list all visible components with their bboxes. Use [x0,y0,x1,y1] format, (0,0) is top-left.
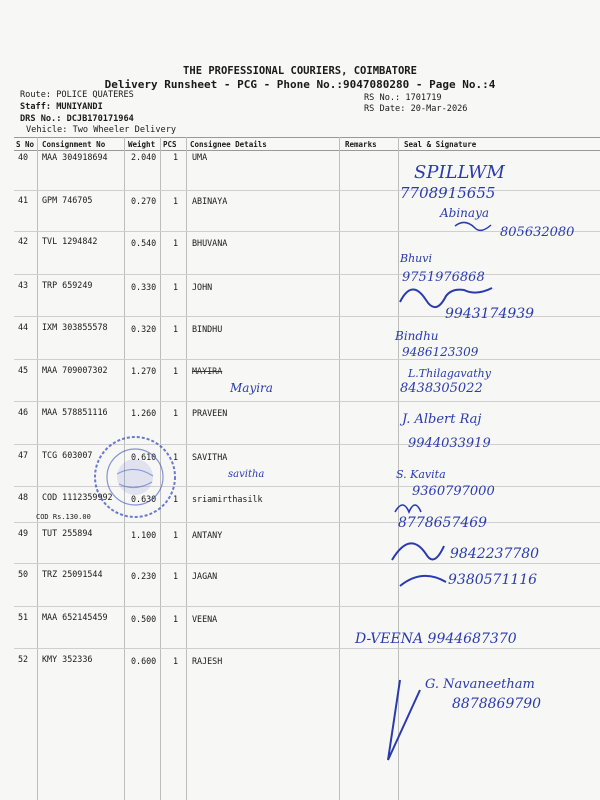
sig-52-phone: 8878869790 [452,696,542,712]
sig-43-phone: 9943174939 [445,306,535,322]
row-sno: 46 [18,407,29,417]
col-sno: S No [16,140,35,149]
row-pcs: 1 [173,494,179,504]
row-pcs: 1 [173,530,179,540]
row-consignment: TUT 255894 [42,528,93,538]
sig-40-phone: 7708915655 [400,184,496,202]
row-consignee: ABINAYA [192,196,228,206]
sig-49-phone: 9842237780 [450,546,540,562]
row-consignment: MAA 304918694 [42,152,108,162]
sig-51: D-VEENA 9944687370 [355,631,517,647]
sig-42-phone: 9751976868 [402,270,485,285]
row-consignment: IXM 303855578 [42,322,108,332]
row-consignee: sriamirthasilk [192,494,263,504]
row-sno: 48 [18,492,29,502]
drs-number: DRS No.: DCJB170171964 [20,114,134,124]
row-sno: 45 [18,365,29,375]
row-pcs: 1 [173,366,179,376]
col-weight: Weight [128,140,156,149]
row-consignee: ANTANY [192,530,223,540]
sig-40-name: SPILLWM [414,162,505,183]
row-sno: 51 [18,612,29,622]
row-pcs: 1 [173,571,179,581]
row-consignee: VEENA [192,614,218,624]
sig-47-name: S. Kavita [396,468,446,481]
row-consignee: BHUVANA [192,238,228,248]
row-sno: 40 [18,152,29,162]
row-weight: 0.270 [131,196,157,206]
row-consignee: BINDHU [192,324,223,334]
row-sno: 41 [18,195,29,205]
sig-48-phone: 8778657469 [398,515,488,531]
sig-42-name: Bhuvi [400,252,432,265]
row-consignee: MAYIRA [192,366,223,376]
row-consignee: JAGAN [192,571,218,581]
row-weight: 0.600 [131,656,157,666]
sig-52-name: G. Navaneetham [425,677,535,692]
sig-44-name: Bindhu [395,329,439,343]
sig-47-consignee-hand: savitha [228,469,265,480]
row-consignment: TRP 659249 [42,280,93,290]
sig-45-phone: 8438305022 [400,381,483,396]
sig-41-phone: 805632080 [500,225,575,240]
col-remarks: Remarks [345,140,377,149]
col-pcs: PCS [163,140,177,149]
row-pcs: 1 [173,282,179,292]
row-consignment: TRZ 25091544 [42,569,103,579]
row-weight: 0.500 [131,614,157,624]
sig-44-phone: 9486123309 [402,345,479,359]
row-weight: 0.320 [131,324,157,334]
sig-41-name: Abinaya [440,206,490,220]
row-consignment: TCG 603007 [42,450,93,460]
row-consignee: UMA [192,152,208,162]
row-weight: 1.270 [131,366,157,376]
row-weight: 2.040 [131,152,157,162]
row-pcs: 1 [173,324,179,334]
row-consignment: MAA 652145459 [42,612,108,622]
route-label: Route: POLICE QUATERES [20,90,134,100]
staff-label: Staff: MUNIYANDI [20,102,103,112]
row-weight: 0.630 [131,494,157,504]
sig-50-phone: 9380571116 [448,572,538,588]
row-sno: 50 [18,569,29,579]
row-sno: 43 [18,280,29,290]
row-pcs: 1 [173,614,179,624]
row-sno: 52 [18,654,29,664]
col-seal: Seal & Signature [404,140,477,149]
sig-45-consignee-hand: Mayira [230,381,273,395]
rs-number: RS No.: 1701719 [364,93,442,103]
row-pcs: 1 [173,152,179,162]
row-consignment: COD 1112359992 [42,492,113,502]
row-weight: 0.330 [131,282,157,292]
sig-46-phone: 9944033919 [408,436,491,451]
row-consignee: PRAVEEN [192,408,228,418]
row-weight: 0.540 [131,238,157,248]
row-pcs: 1 [173,656,179,666]
row-weight: 0.230 [131,571,157,581]
row-consignee: SAVITHA [192,452,228,462]
sig-45-name: L.Thilagavathy [408,367,491,380]
row-consignment: MAA 709007302 [42,365,108,375]
sig-47-phone: 9360797000 [412,484,495,499]
row-consignment: MAA 578851116 [42,407,108,417]
row-consignment: TVL 1294842 [42,236,98,246]
row-consignment: GPM 746705 [42,195,93,205]
vehicle-label: Vehicle: Two Wheeler Delivery [26,125,177,135]
row-consignment: KMY 352336 [42,654,93,664]
cod-amount: COD Rs.130.00 [36,513,91,521]
row-pcs: 1 [173,196,179,206]
row-weight: 0.610 [131,452,157,462]
sheet-title: Delivery Runsheet - PCG - Phone No.:9047080280 - Page No.:4 [104,78,496,91]
row-weight: 1.100 [131,530,157,540]
company-title: THE PROFESSIONAL COURIERS, COIMBATORE [183,65,417,77]
col-consignee: Consignee Details [190,140,267,149]
row-pcs: 1 [173,238,179,248]
row-sno: 42 [18,236,29,246]
rs-date: RS Date: 20-Mar-2026 [364,104,468,114]
row-pcs: 1 [173,452,179,462]
row-consignee: JOHN [192,282,213,292]
row-sno: 44 [18,322,29,332]
col-consignment: Consignment No [42,140,106,149]
row-sno: 47 [18,450,29,460]
sig-46-name: J. Albert Raj [402,412,482,427]
row-consignee: RAJESH [192,656,223,666]
row-pcs: 1 [173,408,179,418]
row-weight: 1.260 [131,408,157,418]
row-sno: 49 [18,528,29,538]
